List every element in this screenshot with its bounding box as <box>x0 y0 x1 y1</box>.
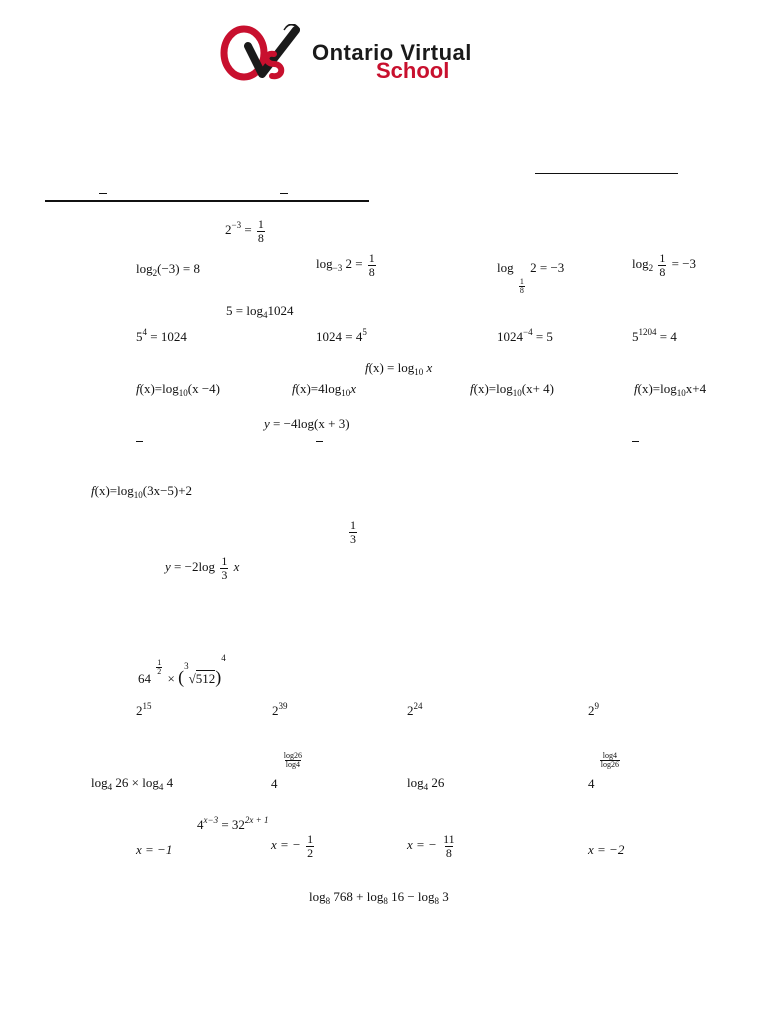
brand-line-1: Ontario Virtual <box>312 40 472 65</box>
q8-option-a: $\log_4 26 \times \log_4 4$ <box>91 775 174 792</box>
q9-option-c: x = − $\frac{11}{8}$ <box>407 832 455 860</box>
q5-stem: $f(x)=\log_{10}(3x-5)+2$ <box>91 483 193 500</box>
short-dash-1 <box>99 193 107 194</box>
q3-option-a: $f(x)=\log_{10}(x -4)$ <box>136 381 220 398</box>
q7-option-d: $2^9$ <box>588 701 599 718</box>
q8-option-b: 4 $\frac{\log 26}{\log 4}$ <box>271 751 302 791</box>
osv-emblem-icon <box>218 24 300 82</box>
q1-option-a: $\log_2(-3) = 8$ <box>136 261 200 278</box>
q4-stem: y = −4log(x + 3) <box>264 416 350 431</box>
q3-option-b: $f(x)=4\log_{10}x$ <box>292 381 357 398</box>
q9-option-b: x = − $\frac{1}{2}$ <box>271 832 314 860</box>
q7-option-a: $2^{15}$ <box>136 701 152 718</box>
section-divider <box>45 200 369 202</box>
q9-stem: $4^{x-3} = 32^{2x + 1}$ <box>197 815 269 832</box>
q7-option-b: $2^{39}$ <box>272 701 288 718</box>
q7-stem: 64 $\frac{1}{2}$ × $(3√512)^4$ <box>138 653 226 687</box>
q10-stem: $\log_8 768 + \log_8 16 - \log_8 3$ <box>309 889 449 906</box>
q1-stem: $2^{-3}$ = $\frac{1}{8}$ <box>225 217 264 245</box>
short-dash-2 <box>280 193 288 194</box>
q2-option-b: $1024 = 4^5$ <box>316 327 367 344</box>
q3-option-c: $f(x)=\log_{10}(x+ 4)$ <box>470 381 554 398</box>
q1-option-d: $\log_2$ $\frac{1}{8}$ = −3 <box>632 251 697 279</box>
q2-option-d: $5^{1204} = 4$ <box>632 327 677 344</box>
brand-line-2: School <box>376 58 450 83</box>
q8-option-c: $\log_4 26$ <box>407 775 445 792</box>
q4-dash-3 <box>632 441 639 442</box>
q4-dash-2 <box>316 441 323 442</box>
q3-option-d: $f(x)=\log_{10}x+4$ <box>634 381 707 398</box>
school-logo <box>218 24 558 84</box>
q3-stem: $f(x) = \log_{10} x$ <box>365 360 433 377</box>
name-blank-line <box>535 173 678 174</box>
q2-option-c: $1024^{-4} = 5$ <box>497 327 553 344</box>
q7-option-c: $2^{24}$ <box>407 701 423 718</box>
q2-option-a: $5^4 = 1024$ <box>136 327 187 344</box>
q9-option-a: x = −1 <box>136 842 173 857</box>
q9-option-d: x = −2 <box>588 842 625 857</box>
q4-dash-1 <box>136 441 143 442</box>
q1-option-c: log $\frac{1}{8}$ 2 = −3 <box>497 260 565 296</box>
q1-option-b: $\log_{-3} 2$ = $\frac{1}{8}$ <box>316 251 375 279</box>
q2-stem: $5 = \log_41024$ <box>226 303 294 320</box>
q8-option-d: 4 $\frac{\log 4}{\log 26}$ <box>588 751 619 791</box>
q6-stem: y = −2log $\frac{1}{3}$ x <box>165 554 240 582</box>
q6-fraction: $\frac{1}{3}$ <box>350 518 356 546</box>
